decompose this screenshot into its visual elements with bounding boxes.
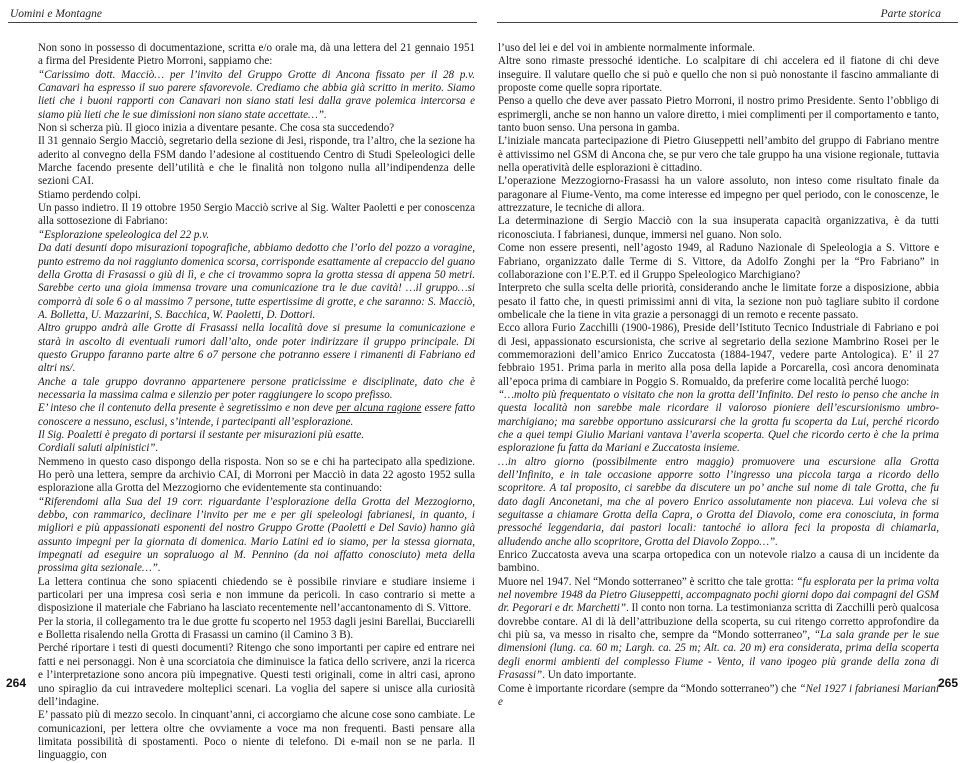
page-number-right: 265 <box>937 676 958 690</box>
left-page-body <box>38 42 475 762</box>
quotation: Anche a tale gruppo dovranno appartenere persone praticissime e disciplinate, dato che è necessaria la massima calma e silenzio per poter raggiungere lo scopo prefisso. <box>38 375 475 401</box>
paragraph: Un passo indietro. Il 19 ottobre 1950 Sergio Macciò scrive al Sig. Walter Paoletti e per conoscenza alla sottosezione di Fabriano: <box>38 202 475 228</box>
quotation: …in altro giorno (possibilmente entro maggio) promuovere una escursione alla Grotta dell’Infinito, e in tale occasione apporre sotto l’ingresso una piccola targa a ricordo dello scopritore. A tal proposito, ci sarebbe da discutere un po’ anche sul nome di tale Grotta, che fu dato dagli Anconetani, ma che al povero Enrico assolutamente non piaceva. Lui voleva che si seguitasse a chiamare Grotta della Capra, o Grotta del Diavolo, come era conosciuta, in forma pressoché leggendaria, dai pastori locali: tantoché io allora feci la proposta di chiamarla, alludendo anche allo scopritore, Grotta del Diavolo Zoppo…”. <box>498 455 939 548</box>
running-header-right: Parte storica <box>880 8 941 20</box>
inline-quotation: “fu esplorata per la prima volta nel novembre 1948 da Pietro Giuseppetti, accompagnato pochi giorni dopo dai compagni del GSM dr. Pegorari e dr. Marchetti” <box>498 575 940 615</box>
paragraph: l’uso del lei e del voi in ambiente normalmente informale. <box>498 42 756 54</box>
paragraph: Non sono in possesso di documentazione, scritta e/o orale ma, dà una lettera del 21 gennaio 1951 a firma del Presidente Pietro Morroni, sappiamo che: <box>38 42 475 68</box>
paragraph: Come non essere presenti, nell’agosto 1949, al Raduno Nazionale di Speleologia a S. Vittore e Fabriano, organizzato dalle Terme di S. Vittore, da Adolfo Zonghi per la “Pro Fabriano” in collaborazione con l’E.P.T. ed il Gruppo Speleologico Marchigiano? <box>498 242 939 281</box>
quotation-text: essere fatto conoscere a nessuno, esclusi, s’intende, i partecipanti all’esplorazione. <box>38 402 475 428</box>
paragraph: La lettera continua che sono spiacenti chiedendo se è possibile rinviare e studiare insieme i particolari per una impresa così seria e non immune da pericoli. In caso contrario si mette a disposizione il materiale che Fabriano ha lasciato recentemente nell’accantonamento di S. Vittore. <box>38 575 475 615</box>
paragraph: Nemmeno in questo caso dispongo della risposta. Non so se e chi ha partecipato alla spedizione. Ho però una lettera, sempre da archivio CAI, di Morroni per Macciò in data 22 agosto 1952 sulla esplorazione alla Grotta del Mezzogiorno che evidentemente sta continuando: <box>38 455 475 495</box>
quotation-text: E’ inteso che il contenuto della presente è segretissimo e non deve <box>38 402 337 415</box>
quotation: “Riferendomi alla Sua del 19 corr. riguardante l’esplorazione della Grotta del Mezzogiorno, debbo, con rammarico, declinare l’invito per me e per gli speleologi fabrianesi, in quanto, i migliori e più appassionati esponenti del nostro Gruppo Grotte (Paoletti e Del Savio) hanno già assunto impegni per la giornata di domenica. Mario Latini ed io siamo, per la stessa giornata, impegnati ad eseguire un sopraluogo al M. Pennino (da noi affatto conosciuto) meta della prossima gita sezionale…”. <box>38 495 475 575</box>
right-page <box>483 0 966 708</box>
header-rule-left <box>8 22 477 23</box>
inline-quotation: “La sala grande per le sue dimensioni (lung. ca. 60 m; Largh. ca. 25 m; Alt. ca. 20 m) era considerata, prima della scoperta degli enormi ambienti del complesso Fiume - Vento, il vano ipogeo più grande della zona di Frasassi” <box>498 629 939 682</box>
paragraph-text: . Il conto non torna. La testimonianza scritta di Zacchilli però qualcosa dovrebbe contare. Al di là dell’attribuzione della scoperta, su cui ritengo corretto approfondire da chi più sa, va messo in risalto che, sempre da “Mondo sotterraneo”, <box>498 602 939 642</box>
paragraph: Perché riportare i testi di questi documenti? Ritengo che sono importanti per capire ed entrare nei fatti e nei personaggi. Non è una scorciatoia che diminuisce la fatica dello scrivere, anzi la ricerca e l’interpretazione sono ancora più impegnative. Questi testi originali, come in altri casi, aprono uno spiraglio da cui intravedere molteplici scenari. La voglia del sapere si unisce alla curiosità dell’indagine. <box>38 642 475 708</box>
running-header-left: Uomini e Montagne <box>10 8 102 20</box>
paragraph: Non si scherza più. Il gioco inizia a diventare pesante. Che cosa sta succedendo? <box>38 122 395 135</box>
paragraph <box>498 683 939 710</box>
paragraph: Altre sono rimaste pressoché identiche. Lo scalpitare di chi accelera ed il fiatone di chi deve inseguire. Il valutare quello che si può e quello che non si può nonostante il fascino ammaliante di proposte come quelle sopra riportate. <box>498 55 939 95</box>
quotation: “…molto più frequentato o visitato che non la grotta dell’Infinito. Del resto io penso che anche in questa località non sarebbe male ricordare il valoroso pioniere dell’escursionismo umbro-marchigiano; ma sarebbe opportuno assicurarsi che la grotta fu scoperta da Lui, perché ricordo che a quei tempi Giulio Mariani vantava l’averla scoperta. Quel che ricordo certo è che la prima esplorazione fu fatta da Mariani e Zuccatosta insieme. <box>498 388 939 455</box>
quotation: Cordiali saluti alpinistici”. <box>38 442 159 455</box>
quotation: Il Sig. Poaletti è pregato di portarsi il sestante per misurazioni più esatte. <box>38 428 365 441</box>
right-page-body <box>498 42 940 708</box>
paragraph-text: . Un dato importante. <box>542 669 637 682</box>
quotation: “Esplorazione speleologica del 22 p.v. <box>38 228 209 241</box>
page-number-left: 264 <box>6 676 27 690</box>
paragraph: E’ passato più di mezzo secolo. In cinquant’anni, ci accorgiamo che alcune cose sono cambiate. Le comunicazioni, per lettera oltre che ovviamente a voce ma non frequenti. Basti pensare alla limitata possibilità di spostamenti. Poco o niente di telefono. Di e-mail non se ne parla. Il linguaggio, con <box>38 709 475 762</box>
paragraph: Per la storia, il collegamento tra le due grotte fu scoperto nel 1953 dagli jesini Barellai, Bucciarelli e Bolletta risalendo nella Grotta di Frasassi un camino (il Camino 3 B). <box>38 615 475 642</box>
paragraph: L’operazione Mezzogiorno-Frasassi ha un valore assoluto, non inteso come risultato finale da paragonare al Fiume-Vento, ma come interesse ed impegno per quel periodo, con le conoscenze, le attrezzature, le tecniche di allora. <box>498 175 939 215</box>
paragraph: Interpreto che sulla scelta delle priorità, considerando anche le limitate forze a disposizione, abbia pesato il fatto che, in questi primissimi anni di vita, la sezione non può tagliare subito il cordone ombelicale che la tiene in vita grazie a personaggi di un remoto e recente passato. <box>498 282 939 321</box>
paragraph: Il 31 gennaio Sergio Macciò, segretario della sezione di Jesi, risponde, tra l’altro, che la sezione ha aderito al convegno della FSM dando l’adesione al costituendo Centro di Studi Speleologici delle Marche facendo presente dell’utilità e che le finalità non tolgono nulla all’indipendenza delle sezioni CAI. <box>38 135 475 188</box>
paragraph: La determinazione di Sergio Macciò con la sua insuperata capacità organizzativa, è da tutti riconosciuta. I fabrianesi, dunque, immersi nel guano. Non solo. <box>498 215 939 241</box>
paragraph <box>498 576 939 683</box>
quotation: Da dati desunti dopo misurazioni topografiche, abbiamo dedotto che l’orlo del pozzo a voragine, punto estremo da noi raggiunto domenica scorsa, corrisponde esattamente al crepaccio del guano della Grotta di Frasassi o giù di lì, e che ci trovammo sopra la grotta stessa di appena 50 metri. Sarebbe certo una gioia immensa trovare una comunicazione tra le due cavità! …il gruppo…si comporrà di sole 6 o al massimo 7 persone, tutte espertissime di grotte, e che saranno: S. Macciò, A. Bolletta, U. Mazzarini, S. Bacchica, W. Paoletti, D. Dottori. <box>38 242 475 321</box>
paragraph-text: Muore nel 1947. Nel “Mondo sotterraneo” è scritto che tale grotta: <box>498 575 797 588</box>
quotation: Altro gruppo andrà alle Grotte di Frasassi nella località dove si presume la comunicazione e starà in ascolto di eventuali rumori dall’alto, onde poter indirizzare il gruppo principale. Di questo Gruppo faranno parte altre 6 o7 persone che potranno essere i rimanenti di Fabriano ed altri ns/. <box>38 322 475 375</box>
paragraph: L’iniziale mancata partecipazione di Pietro Giuseppetti nell’ambito del gruppo di Fabriano mentre è attivissimo nel GSM di Ancona che, se pur vero che tale gruppo ha una visione regionale, tuttavia nella operatività delle esplorazioni è cittadino. <box>498 135 939 175</box>
header-rule-right <box>497 22 958 23</box>
underlined-phrase: per alcuna ragione <box>336 402 422 415</box>
paragraph: Ecco allora Furio Zacchilli (1900-1986), Preside dell’Istituto Tecnico Industriale di Fabriano e poi di Jesi, appassionato escursionista, che scrive al segretario della sezione Mambrino Rosei per le commemorazioni dell’amico Enrico Zuccatosta (1884-1947, vedere parte Antologica). E’ il 27 febbraio 1951. Prima parla in merito alla posa della lapide a Porcarella, così ancora denominata all’epoca prima di cambiare in Poggio S. Romualdo, da preferire come località perché luogo: <box>498 322 939 388</box>
quotation: “Carissimo dott. Macciò… per l’invito del Gruppo Grotte di Ancona fissato per il 28 p.v. Canavari ha espresso il suo parere sfavorevole. Crediamo che abbia già scritto in merito. Siamo lieti che i buoni rapporti con Canavari non siano stati lesi dalla grave polemica intercorsa e siamo più lieti che le sue dimissioni non siano state accettate…”. <box>38 68 475 121</box>
inline-quotation: “Nel 1927 i fabrianesi Mariani e <box>498 682 939 708</box>
paragraph: Stiamo perdendo colpi. <box>38 188 141 201</box>
quotation <box>38 402 475 429</box>
paragraph: Penso a quello che deve aver passato Pietro Morroni, il nostro primo Presidente. Sento l’obbligo di esprimergli, anche se non hanno un valore diretto, i miei complimenti per il comportamento e tanto, tanto buon senso. Una persona in gamba. <box>498 95 939 135</box>
left-page <box>0 0 483 762</box>
paragraph: Enrico Zuccatosta aveva una scarpa ortopedica con un notevole rialzo a causa di un incidente da bambino. <box>498 549 939 575</box>
paragraph-text: Come è importante ricordare (sempre da “Mondo sotterraneo”) che <box>498 682 800 695</box>
